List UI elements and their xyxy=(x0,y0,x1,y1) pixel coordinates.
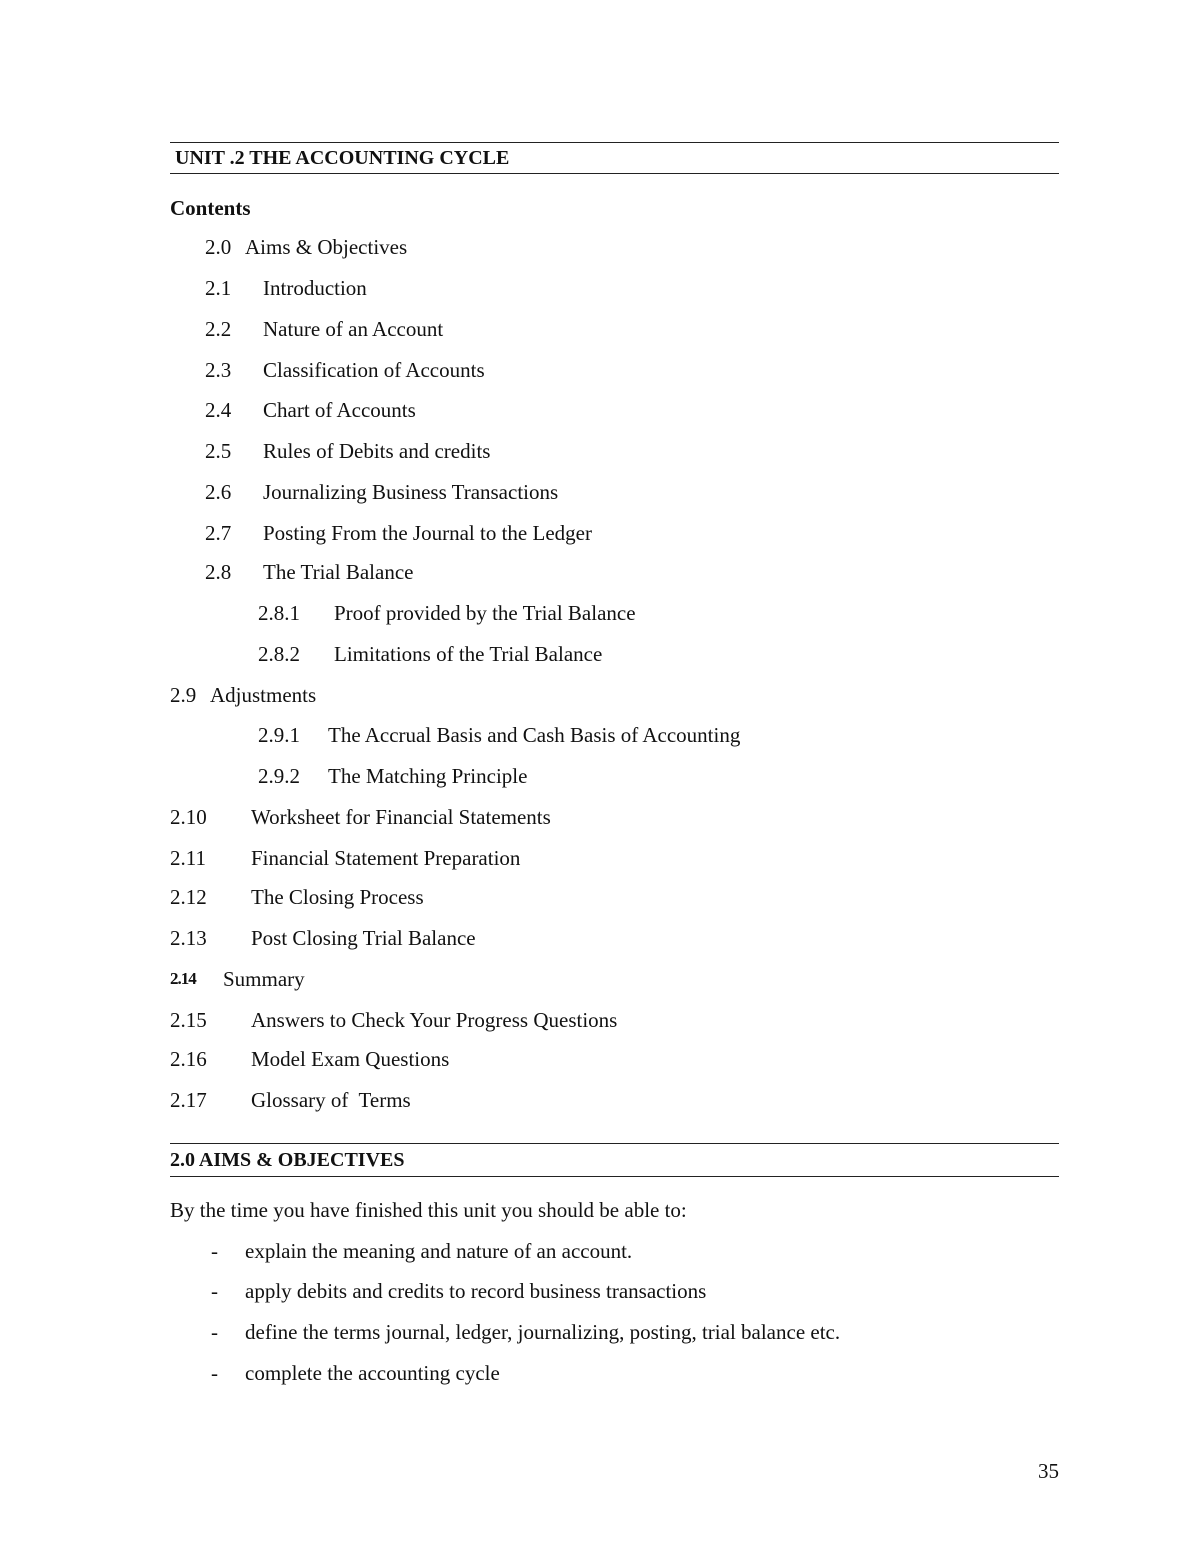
unit-heading-band xyxy=(170,142,1059,174)
toc-title: Posting From the Journal to the Ledger xyxy=(263,521,592,545)
toc-number: 2.7 xyxy=(205,521,232,545)
list-item: explain the meaning and nature of an account. xyxy=(245,1239,633,1263)
page-number: 35 xyxy=(1038,1459,1059,1483)
toc-number: 2.9.2 xyxy=(258,764,300,788)
toc-title: Rules of Debits and credits xyxy=(263,439,491,463)
toc-number: 2.2 xyxy=(205,317,232,341)
toc-title: The Closing Process xyxy=(251,885,424,909)
toc-title: Post Closing Trial Balance xyxy=(251,926,476,950)
toc-number: 2.9.1 xyxy=(258,723,300,747)
toc-title: Nature of an Account xyxy=(263,317,444,341)
toc-number: 2.4 xyxy=(205,398,232,422)
toc-number: 2.9 xyxy=(170,683,197,707)
toc-title: Model Exam Questions xyxy=(251,1047,450,1071)
toc-number: 2.5 xyxy=(205,439,232,463)
toc-title: Adjustments xyxy=(210,683,317,707)
aims-heading-band xyxy=(170,1143,1059,1177)
toc-number: 2.6 xyxy=(205,480,232,504)
toc-number: 2.10 xyxy=(170,805,207,829)
aims-heading: 2.0 AIMS & OBJECTIVES xyxy=(170,1149,405,1171)
toc-title: Summary xyxy=(223,967,305,991)
toc-title: Financial Statement Preparation xyxy=(251,846,521,870)
toc-number: 2.1 xyxy=(205,276,232,300)
toc-title: Journalizing Business Transactions xyxy=(263,480,559,504)
bullet-dash: - xyxy=(211,1279,218,1303)
toc-title: The Matching Principle xyxy=(328,764,528,788)
toc-title: Proof provided by the Trial Balance xyxy=(334,601,636,625)
bullet-dash: - xyxy=(211,1361,218,1385)
bullet-dash: - xyxy=(211,1239,218,1263)
toc-number: 2.16 xyxy=(170,1047,207,1071)
toc-number: 2.8.1 xyxy=(258,601,300,625)
toc-number: 2.13 xyxy=(170,926,207,950)
toc-title: Aims & Objectives xyxy=(245,235,408,259)
toc-number: 2.8.2 xyxy=(258,642,300,666)
toc-number: 2.14 xyxy=(170,969,196,988)
toc-number: 2.8 xyxy=(205,560,232,584)
toc-number: 2.15 xyxy=(170,1008,207,1032)
toc-title: The Trial Balance xyxy=(263,560,414,584)
toc-title: Chart of Accounts xyxy=(263,398,416,422)
toc-number: 2.3 xyxy=(205,358,232,382)
list-item: define the terms journal, ledger, journalizing, posting, trial balance etc. xyxy=(245,1320,841,1344)
toc-title: Glossary of Terms xyxy=(251,1088,411,1112)
toc-number: 2.11 xyxy=(170,846,206,870)
bullet-dash: - xyxy=(211,1320,218,1344)
aims-intro: By the time you have finished this unit you should be able to: xyxy=(170,1198,687,1222)
list-item: complete the accounting cycle xyxy=(245,1361,500,1385)
toc-title: Limitations of the Trial Balance xyxy=(334,642,603,666)
toc-title: The Accrual Basis and Cash Basis of Accounting xyxy=(328,723,741,747)
toc-title: Worksheet for Financial Statements xyxy=(251,805,551,829)
toc-title: Answers to Check Your Progress Questions xyxy=(251,1008,618,1032)
toc-number: 2.12 xyxy=(170,885,207,909)
unit-heading: UNIT .2 THE ACCOUNTING CYCLE xyxy=(175,147,510,169)
toc-title: Classification of Accounts xyxy=(263,358,485,382)
toc-number: 2.0 xyxy=(205,235,232,259)
toc-number: 2.17 xyxy=(170,1088,207,1112)
contents-label: Contents xyxy=(170,196,251,220)
list-item: apply debits and credits to record business transactions xyxy=(245,1279,707,1303)
toc-title: Introduction xyxy=(263,276,367,300)
